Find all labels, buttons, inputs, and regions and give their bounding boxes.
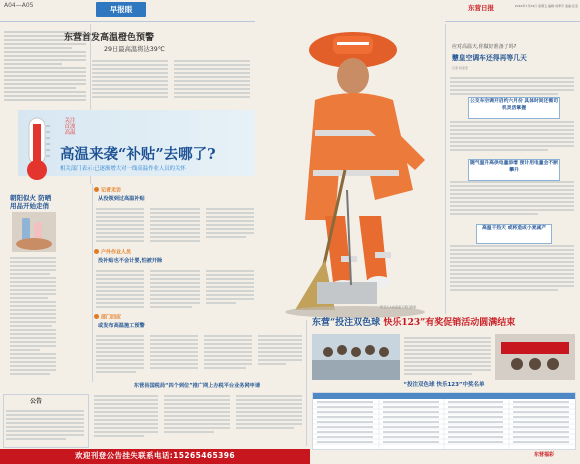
section-kicker-1: 记者走访 <box>94 187 121 194</box>
left-feature-body <box>10 254 58 384</box>
table-rows <box>313 399 575 449</box>
bullet-icon <box>94 249 99 254</box>
gov-notice-body <box>94 392 304 447</box>
lottery-headline: 东营“投注双色球 快乐123”有奖促销活动圆满结束 <box>312 318 516 328</box>
right-column-headline: 戆皇空调车还得再等几天 <box>452 54 527 62</box>
footer-contact-text: 欢迎刊登公告挂失联系电话:15265465396 <box>74 451 235 460</box>
top-article-body <box>92 58 252 108</box>
notice-title: 公告 <box>30 398 43 405</box>
newspaper-brand: 东营日报 <box>468 4 494 12</box>
welfare-lottery-logo: 东营福彩 <box>534 452 555 458</box>
lottery-event-photo-1 <box>312 334 400 380</box>
top-article-subheadline: 29日最高温将达39℃ <box>104 46 165 53</box>
main-headline: 高温来袭“补贴”去哪了? <box>60 146 216 163</box>
section-kicker-2: 户外作业人员 <box>94 249 131 256</box>
lottery-table-title: “投注双色球 快乐123”中奖名单 <box>403 382 485 388</box>
notice-body <box>6 408 86 446</box>
top-article-headline: 东营首发高温橙色预警 <box>64 33 155 43</box>
section-subhead-1: 从没领到过高温补贴 <box>98 196 145 202</box>
lottery-body <box>402 334 493 380</box>
section-tab[interactable]: 早报眼 <box>96 2 146 17</box>
section-body-3 <box>96 333 304 379</box>
section-kicker-3: 部门回应 <box>94 314 121 321</box>
right-column-box-3: 高温干热天 或将造成小麦减产 <box>476 224 552 244</box>
vertical-tag: 关注 首波高温 <box>64 118 76 136</box>
section-subhead-3: 或发布高温施工预警 <box>98 323 145 329</box>
thermometer-icon <box>14 114 60 182</box>
right-column-byline: 记者 时宏宏 <box>452 66 468 70</box>
main-subheadline: 相关部门表示:已逐渐增大对一线高温作业人员的关怀 <box>60 166 186 172</box>
right-column-kicker: 应对高温天,你做好准备了吗? <box>452 44 517 50</box>
bullet-icon <box>94 314 99 319</box>
sunscreen-photo <box>12 212 56 252</box>
left-feature-headline: 朝阳似火 防晒用品开始走俏 <box>10 194 52 210</box>
section-subhead-2: 没补贴也不会计要,怕被开除 <box>98 258 163 264</box>
lottery-winners-table <box>312 392 576 450</box>
section-body-2 <box>96 268 256 312</box>
photo-caption: 环卫工人在高温下清扫路面 <box>380 305 417 309</box>
column-divider <box>445 24 446 314</box>
right-column-box-1: 公交车空调开启约六月份 具体时间还需司机灵活掌握 <box>468 97 560 119</box>
bullet-icon <box>94 187 99 192</box>
column-divider <box>92 184 93 382</box>
gov-notice-headline: 东营县国税局“四个到位”推广网上办税平台业务网申请 <box>133 383 261 389</box>
sanitation-worker-photo <box>255 20 445 320</box>
header-date-line: 2016年7月29日 星期五 编辑:刘奉平 美编:张莹 <box>514 4 578 8</box>
page-number: A04—A05 <box>4 2 34 9</box>
right-column-box-2: 随气温升高供电量添增 预计用电量会不断攀升 <box>468 159 560 181</box>
lottery-event-photo-2 <box>495 334 575 380</box>
section-body-1 <box>96 206 256 246</box>
